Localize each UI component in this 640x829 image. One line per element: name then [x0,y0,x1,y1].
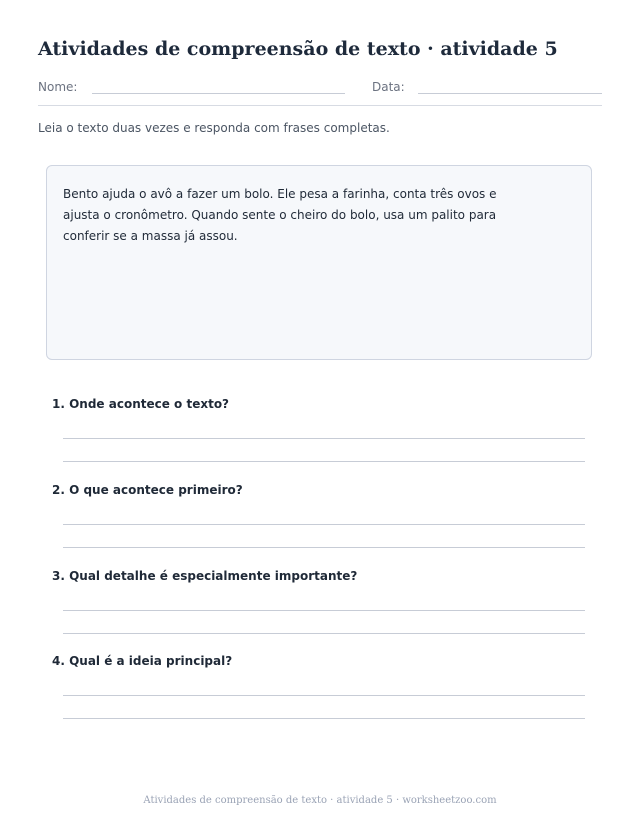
header-divider [38,105,602,106]
instructions: Leia o texto duas vezes e responda com frases completas. [38,121,390,135]
passage-box [46,165,592,360]
answer-line[interactable] [63,547,585,548]
meta-row [38,80,602,96]
question-3: 3. Qual detalhe é especialmente importante? [52,569,358,583]
answer-line[interactable] [63,695,585,696]
answer-line[interactable] [63,718,585,719]
name-label: Nome: [38,80,78,94]
name-field-line[interactable] [92,93,345,94]
answer-line[interactable] [63,461,585,462]
page-title: Atividades de compreensão de texto · atividade 5 [38,38,558,60]
answer-line[interactable] [63,438,585,439]
answer-line[interactable] [63,610,585,611]
date-label: Data: [372,80,405,94]
answer-line[interactable] [63,524,585,525]
passage-line: conferir se a massa já assou. [63,229,238,243]
passage-line: ajusta o cronômetro. Quando sente o cheiro do bolo, usa um palito para [63,208,497,222]
question-1: 1. Onde acontece o texto? [52,397,230,411]
question-2: 2. O que acontece primeiro? [52,483,243,497]
date-field-line[interactable] [418,93,602,94]
question-4: 4. Qual é a ideia principal? [52,654,233,668]
answer-line[interactable] [63,633,585,634]
footer: Atividades de compreensão de texto · atividade 5 · worksheetzoo.com [143,795,497,806]
passage-line: Bento ajuda o avô a fazer um bolo. Ele pesa a farinha, conta três ovos e [63,187,497,201]
